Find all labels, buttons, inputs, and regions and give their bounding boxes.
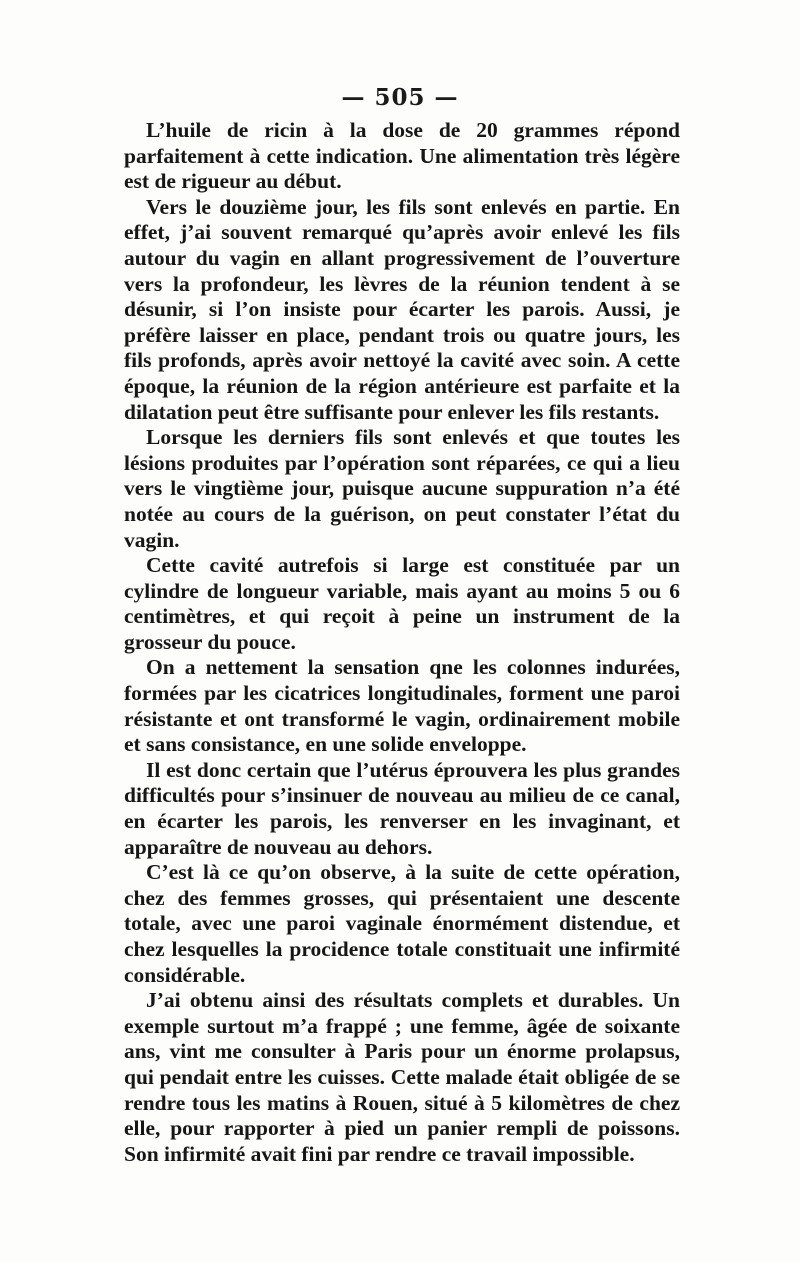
paragraph-3: Lorsque les derniers fils sont enlevés et que toutes les lésions produites par l’opération sont réparées, ce qui a lieu vers le vingtième jour, puisque aucune suppuration n’a été notée au cours de la guérison, on peut constater l’état du vagin. <box>124 425 680 552</box>
paragraph-8: J’ai obtenu ainsi des résultats complets et durables. Un exemple surtout m’a frappé ; une femme, âgée de soixante ans, vint me consulter à Paris pour un énorme prolapsus, qui pendait entre les cuisses. Cette malade était obligée de se rendre tous les matins à Rouen, situé à 5 kilomètres de chez elle, pour rapporter à pied un panier rempli de poissons. Son infirmité avait fini par rendre ce travail impossible. <box>124 988 680 1166</box>
body-text <box>124 118 680 1167</box>
paragraph-2: Vers le douzième jour, les fils sont enlevés en partie. En effet, j’ai souvent remarqué qu’après avoir enlevé les fils autour du vagin en allant progressivement de l’ouverture vers la profondeur, les lèvres de la réunion tendent à se désunir, si l’on insiste pour écarter les parois. Aussi, je préfère laisser en place, pendant trois ou quatre jours, les fils profonds, après avoir nettoyé la cavité avec soin. A cette époque, la réunion de la région antérieure est parfaite et la dilatation peut être suffisante pour enlever les fils restants. <box>124 194 680 424</box>
paragraph-5: On a nettement la sensation qne les colonnes indurées, formées par les cicatrices longitudinales, forment une paroi résistante et ont transformé le vagin, ordinairement mobile et sans consistance, en une solide enveloppe. <box>124 655 680 757</box>
page-number: — 505 — <box>341 84 459 111</box>
paragraph-1: L’huile de ricin à la dose de 20 grammes répond parfaitement à cette indication. Une alimentation très légère est de rigueur au début. <box>124 118 680 194</box>
paragraph-6: Il est donc certain que l’utérus éprouvera les plus grandes difficultés pour s’insinuer de nouveau au milieu de ce canal, en écarter les parois, les renverser en les invaginant, et apparaître de nouveau au dehors. <box>124 757 680 859</box>
paragraph-4: Cette cavité autrefois si large est constituée par un cylindre de longueur variable, mais ayant au moins 5 ou 6 centimètres, et qui reçoit à peine un instrument de la grosseur du pouce. <box>124 553 680 654</box>
paragraph-7: C’est là ce qu’on observe, à la suite de cette opération, chez des femmes grosses, qui présentaient une descente totale, avec une paroi vaginale énormément distendue, et chez lesquelles la procidence totale constituait une infirmité considérable. <box>124 860 680 987</box>
